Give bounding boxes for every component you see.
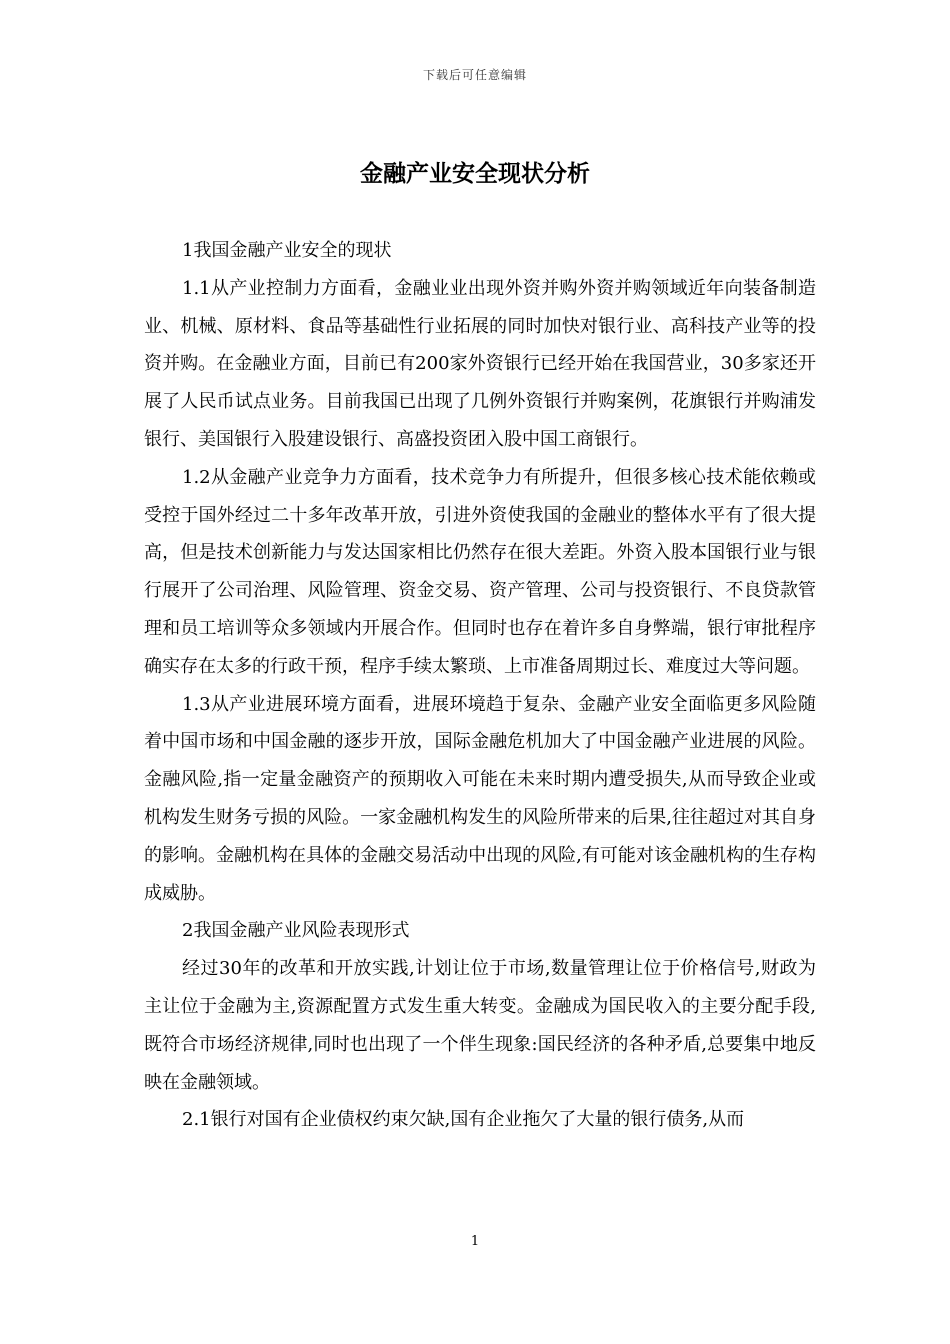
paragraph-2-intro: 经过30年的改革和开放实践,计划让位于市场,数量管理让位于价格信号,财政为主让位于金融为主,资源配置方式发生重大转变。金融成为国民收入的主要分配手段,既符合市场经济规律,同时也出现了一个伴生现象:国民经济的各种矛盾,总要集中地反映在金融领域。 — [144, 958, 816, 1093]
section-heading-2: 2我国金融产业风险表现形式 — [182, 920, 410, 942]
paragraph-1-1: 1.1从产业控制力方面看，金融业业出现外资并购外资并购领域近年向装备制造业、机械、原材料、食品等基础性行业拓展的同时加快对银行业、高科技产业等的投资并购。在金融业方面，目前已有200家外资银行已经开始在我国营业，30多家还开展了人民币试点业务。目前我国已出现了几例外资银行并购案例，花旗银行并购浦发银行、美国银行入股建设银行、高盛投资团入股中国工商银行。 — [144, 277, 816, 450]
document-body — [144, 232, 816, 1139]
document-title: 金融产业安全现状分析 — [360, 161, 590, 187]
page-header: 下载后可任意编辑 — [422, 68, 527, 82]
paragraph-1-3: 1.3从产业进展环境方面看，进展环境趋于复杂、金融产业安全面临更多风险随着中国市场和中国金融的逐步开放，国际金融危机加大了中国金融产业进展的风险。金融风险,指一定量金融资产的预期收入可能在未来时期内遭受损失,从而导致企业或机构发生财务亏损的风险。一家金融机构发生的风险所带来的后果,往往超过对其自身的影响。金融机构在具体的金融交易活动中出现的风险,有可能对该金融机构的生存构成威胁。 — [144, 693, 816, 904]
paragraph-1-2: 1.2从金融产业竞争力方面看，技术竞争力有所提升，但很多核心技术能依赖或受控于国外经过二十多年改革开放，引进外资使我国的金融业的整体水平有了很大提高，但是技术创新能力与发达国家相比仍然存在很大差距。外资入股本国银行业与银行展开了公司治理、风险管理、资金交易、资产管理、公司与投资银行、不良贷款管理和员工培训等众多领域内开展合作。但同时也存在着许多自身弊端，银行审批程序确实存在太多的行政干预，程序手续太繁琐、上市准备周期过长、难度过大等问题。 — [144, 466, 816, 677]
page-number: 1 — [470, 1234, 480, 1249]
section-heading-1: 1我国金融产业安全的现状 — [182, 240, 392, 261]
paragraph-2-1: 2.1银行对国有企业债权约束欠缺,国有企业拖欠了大量的银行债务,从而 — [182, 1109, 745, 1131]
